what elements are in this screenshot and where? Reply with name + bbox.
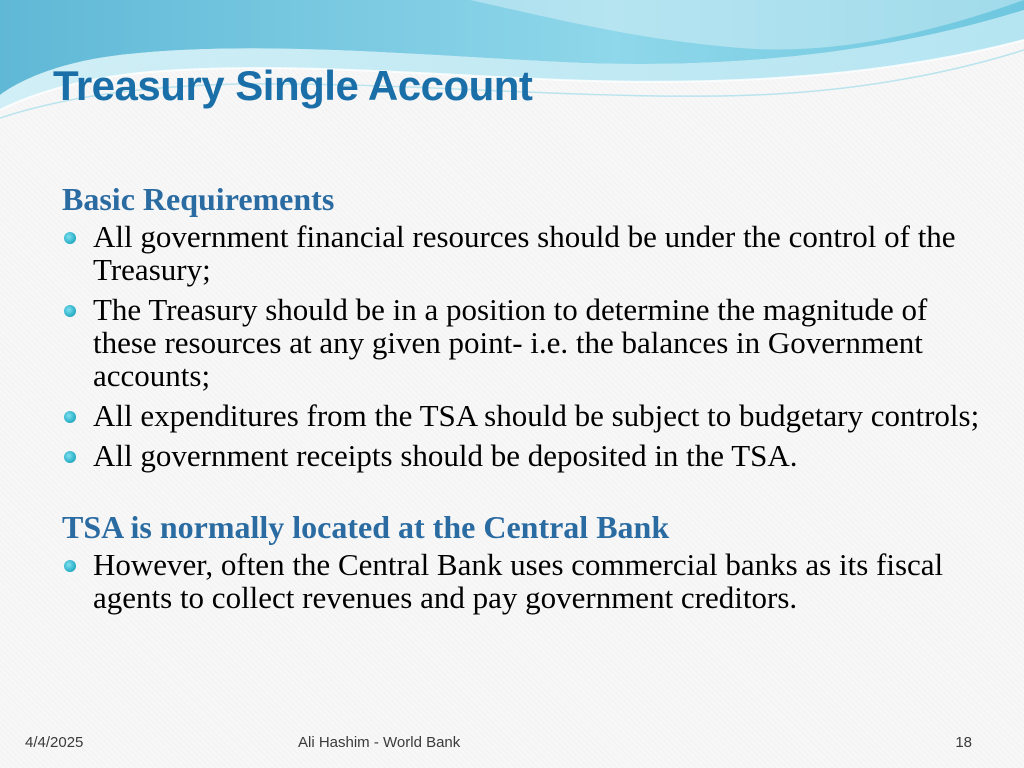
bullet-list-basic-requirements [62, 220, 982, 472]
footer-author: Ali Hashim - World Bank [298, 734, 461, 751]
bullet-dot-icon [64, 232, 76, 244]
bullet-dot-icon [64, 560, 76, 572]
bullet-dot-icon [64, 305, 76, 317]
section-heading-central-bank: TSA is normally located at the Central Bank [62, 509, 670, 545]
bullet-item [62, 220, 982, 286]
bullet-item [62, 548, 982, 614]
bullet-item [62, 439, 982, 472]
footer-date: 4/4/2025 [25, 734, 84, 751]
bullet-text: The Treasury should be in a position to determine the magnitude of these resources at any given point- i.e. the balances in Government accounts; [93, 292, 928, 393]
bullet-item [62, 293, 982, 392]
slide-content [62, 178, 982, 621]
bullet-text: All expenditures from the TSA should be subject to budgetary controls; [93, 398, 980, 433]
bullet-text: However, often the Central Bank uses commercial banks as its fiscal agents to collect revenues and pay government creditors. [93, 547, 944, 615]
bullet-list-central-bank [62, 548, 982, 614]
bullet-dot-icon [64, 451, 76, 463]
footer-page-number: 18 [955, 734, 972, 751]
slide-title: Treasury Single Account [53, 62, 533, 109]
bullet-dot-icon [64, 411, 76, 423]
bullet-text: All government financial resources should be under the control of the Treasury; [93, 219, 956, 287]
bullet-item [62, 399, 982, 432]
bullet-text: All government receipts should be deposited in the TSA. [93, 438, 798, 473]
section-heading-basic-requirements: Basic Requirements [62, 181, 335, 217]
